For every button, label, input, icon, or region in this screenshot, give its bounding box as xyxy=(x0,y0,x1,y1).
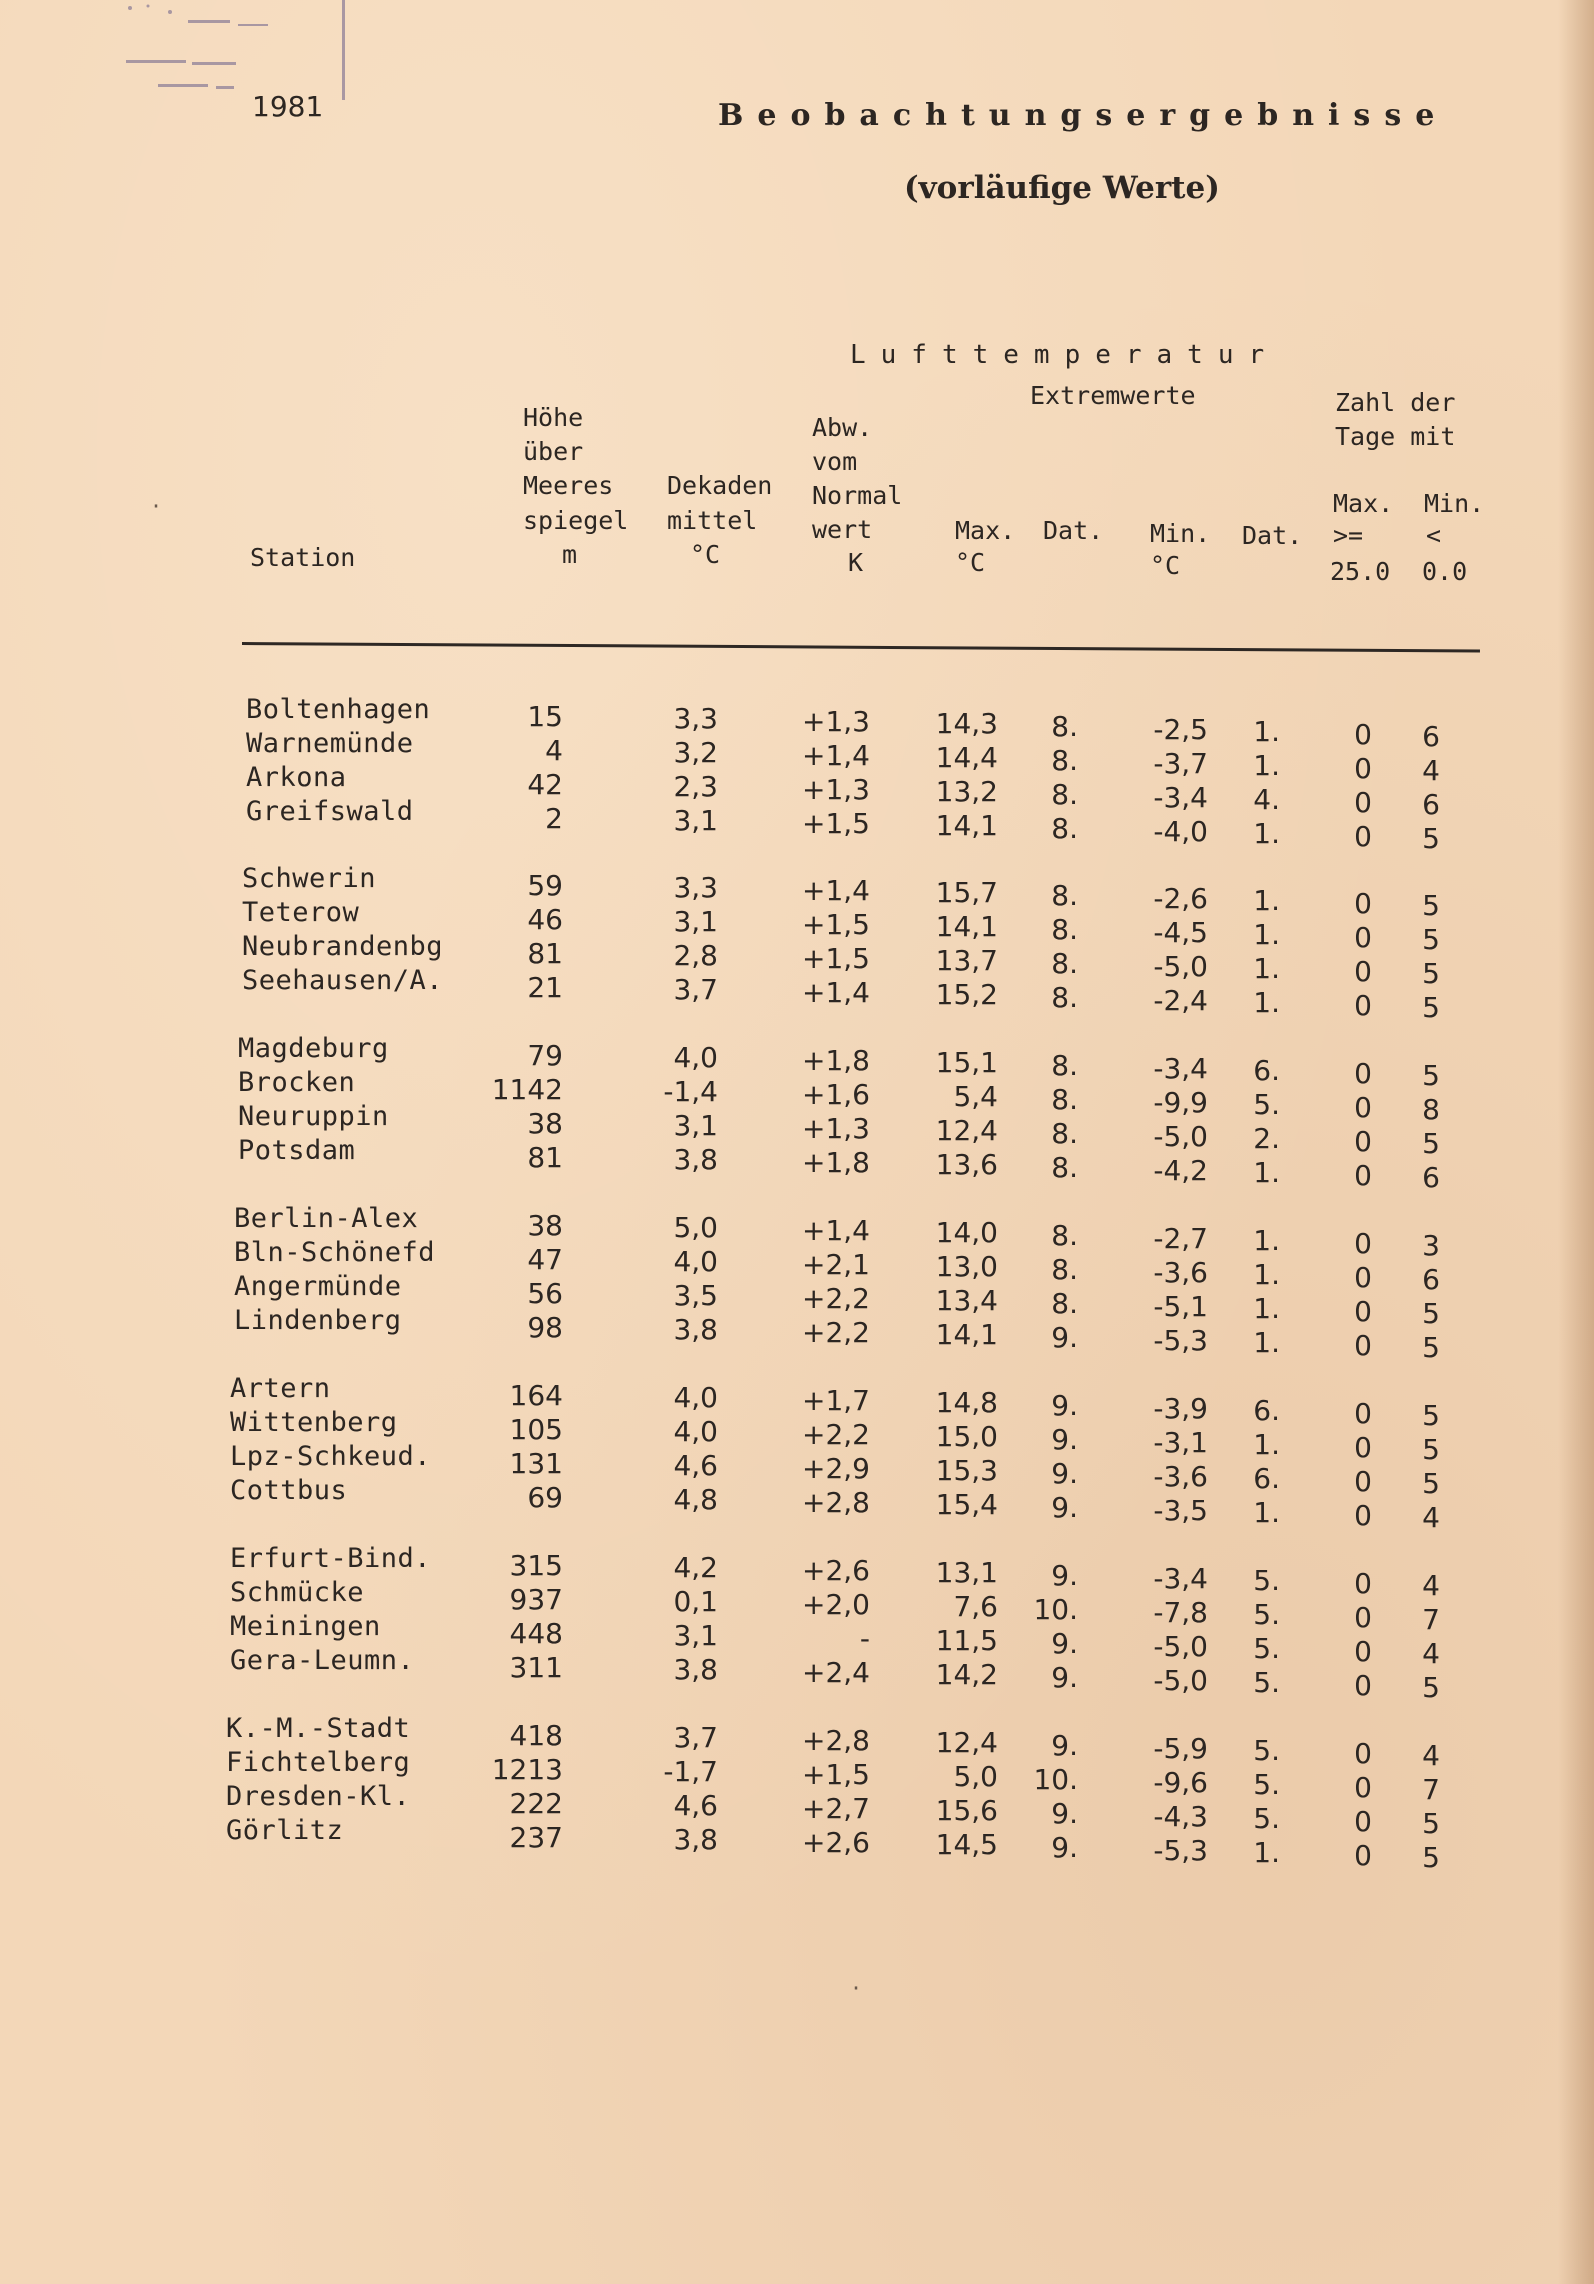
min-date-value: 5. xyxy=(1253,1734,1280,1768)
height-value: 81 xyxy=(527,1140,563,1174)
days-min-count: 5 xyxy=(1422,991,1440,1025)
max-temp-value: 12,4 xyxy=(935,1114,998,1148)
deviation-value: +1,8 xyxy=(802,1043,870,1077)
max-temp-value: 11,5 xyxy=(935,1624,998,1658)
days-min-count: 6 xyxy=(1422,1263,1440,1297)
height-value: 47 xyxy=(527,1242,563,1276)
days-max-count: 0 xyxy=(1354,785,1372,819)
days-max-count: 0 xyxy=(1354,1838,1372,1872)
deviation-value: +1,3 xyxy=(802,1111,870,1145)
max-temp-value: 13,2 xyxy=(935,775,998,809)
max-temp-value: 15,4 xyxy=(935,1488,998,1522)
deviation-value: +1,5 xyxy=(802,907,870,941)
height-value: 1142 xyxy=(491,1072,563,1106)
decade-mean-value: 3,5 xyxy=(673,1279,718,1313)
height-value: 42 xyxy=(527,767,563,801)
station-name: Wittenberg xyxy=(230,1407,398,1438)
max-temp-value: 13,0 xyxy=(935,1250,998,1284)
section-title: Lufttemperatur xyxy=(850,340,1280,370)
max-temp-value: 15,6 xyxy=(935,1794,998,1828)
min-temp-value: -5,0 xyxy=(1153,1119,1208,1153)
days-max-count: 0 xyxy=(1354,819,1372,853)
station-name: Warnemünde xyxy=(246,728,414,759)
year-label: 1981 xyxy=(252,90,324,123)
decade-mean-value: 4,6 xyxy=(673,1449,718,1483)
min-temp-value: -5,9 xyxy=(1153,1731,1208,1765)
min-date-value: 6. xyxy=(1253,1462,1280,1496)
days-min-count: 4 xyxy=(1422,1569,1440,1603)
height-value: 2 xyxy=(545,801,563,835)
days-max-count: 0 xyxy=(1354,1498,1372,1532)
max-date-value: 9. xyxy=(1051,1491,1078,1524)
decade-mean-value: 0,1 xyxy=(673,1585,718,1619)
deviation-value: +2,2 xyxy=(802,1281,870,1315)
min-date-value: 6. xyxy=(1253,1394,1280,1428)
days-max-count: 0 xyxy=(1354,751,1372,785)
decade-mean-value: 3,8 xyxy=(673,1143,718,1177)
height-value: 418 xyxy=(509,1718,563,1752)
height-value: 98 xyxy=(527,1310,563,1344)
max-date-value: 8. xyxy=(1051,981,1078,1014)
max-temp-value: 12,4 xyxy=(935,1726,998,1760)
days-max-count: 0 xyxy=(1354,1566,1372,1600)
days-max-count: 0 xyxy=(1354,1396,1372,1430)
days-min-count: 5 xyxy=(1422,1127,1440,1161)
height-value: 69 xyxy=(527,1480,563,1514)
extremes-group-label: Extremwerte xyxy=(1030,381,1196,410)
days-min-count: 4 xyxy=(1422,1739,1440,1773)
max-date-value: 8. xyxy=(1051,1117,1078,1150)
deviation-value: +2,7 xyxy=(802,1791,870,1825)
min-date-value: 1. xyxy=(1253,952,1280,986)
station-name: Seehausen/A. xyxy=(242,965,444,996)
min-temp-value: -3,4 xyxy=(1153,1051,1208,1085)
decade-mean-value: 3,2 xyxy=(673,736,718,770)
station-name: Cottbus xyxy=(230,1475,348,1506)
header-min-date: Dat. xyxy=(1242,521,1303,550)
days-min-count: 5 xyxy=(1422,1807,1440,1841)
days-max-count: 0 xyxy=(1354,1430,1372,1464)
station-name: Magdeburg xyxy=(238,1033,389,1064)
days-max-count: 0 xyxy=(1354,1770,1372,1804)
decade-mean-value: 4,0 xyxy=(673,1245,718,1279)
max-temp-value: 13,6 xyxy=(935,1148,998,1182)
decade-mean-value: -1,4 xyxy=(663,1075,718,1109)
min-date-value: 1. xyxy=(1253,986,1280,1020)
min-date-value: 1. xyxy=(1253,1258,1280,1292)
days-max-count: 0 xyxy=(1354,1260,1372,1294)
max-temp-value: 5,0 xyxy=(953,1760,998,1794)
days-max-count: 0 xyxy=(1354,1124,1372,1158)
max-date-value: 9. xyxy=(1051,1797,1078,1830)
max-temp-value: 14,0 xyxy=(935,1216,998,1250)
min-date-value: 1. xyxy=(1253,715,1280,749)
days-max-count: 0 xyxy=(1354,954,1372,988)
station-name: Teterow xyxy=(242,897,360,928)
min-temp-value: -9,6 xyxy=(1153,1765,1208,1799)
deviation-value: +1,4 xyxy=(802,1213,870,1247)
station-name: K.-M.-Stadt xyxy=(226,1713,411,1744)
max-date-value: 8. xyxy=(1051,1287,1078,1320)
station-name: Potsdam xyxy=(238,1135,356,1166)
height-value: 81 xyxy=(527,936,563,970)
max-temp-value: 15,2 xyxy=(935,978,998,1012)
deviation-value: +1,5 xyxy=(802,1757,870,1791)
station-name: Gera-Leumn. xyxy=(230,1645,415,1676)
min-temp-value: -5,0 xyxy=(1153,1629,1208,1663)
max-temp-value: 14,4 xyxy=(935,741,998,775)
max-date-value: 8. xyxy=(1051,710,1078,743)
days-min-count: 5 xyxy=(1422,1841,1440,1875)
min-date-value: 5. xyxy=(1253,1768,1280,1802)
days-min-count: 8 xyxy=(1422,1093,1440,1127)
station-name: Görlitz xyxy=(226,1815,344,1846)
max-date-value: 8. xyxy=(1051,1151,1078,1184)
decade-mean-value: 4,0 xyxy=(673,1381,718,1415)
days-min-count: 5 xyxy=(1422,923,1440,957)
height-value: 15 xyxy=(527,699,563,733)
header-divider xyxy=(242,642,1480,653)
station-name: Greifswald xyxy=(246,796,414,827)
min-date-value: 1. xyxy=(1253,1428,1280,1462)
days-min-count: 5 xyxy=(1422,1433,1440,1467)
days-min-count: 5 xyxy=(1422,1671,1440,1705)
days-min-count: 5 xyxy=(1422,1297,1440,1331)
max-temp-value: 14,1 xyxy=(935,910,998,944)
max-date-value: 9. xyxy=(1051,1831,1078,1864)
station-name: Erfurt-Bind. xyxy=(230,1543,432,1574)
days-min-count: 5 xyxy=(1422,957,1440,991)
days-max-count: 0 xyxy=(1354,1668,1372,1702)
min-temp-value: -3,7 xyxy=(1153,746,1208,780)
station-name: Brocken xyxy=(238,1067,356,1098)
max-date-value: 8. xyxy=(1051,947,1078,980)
min-temp-value: -9,9 xyxy=(1153,1085,1208,1119)
deviation-value: +1,3 xyxy=(802,704,870,738)
days-min-count: 7 xyxy=(1422,1603,1440,1637)
max-date-value: 8. xyxy=(1051,1219,1078,1252)
max-temp-value: 14,1 xyxy=(935,1318,998,1352)
height-value: 79 xyxy=(527,1038,563,1072)
height-value: 1213 xyxy=(491,1752,563,1786)
days-min-count: 5 xyxy=(1422,822,1440,856)
deviation-value: - xyxy=(859,1621,870,1655)
min-date-value: 5. xyxy=(1253,1088,1280,1122)
min-date-value: 4. xyxy=(1253,783,1280,817)
min-date-value: 5. xyxy=(1253,1564,1280,1598)
min-temp-value: -2,6 xyxy=(1153,881,1208,915)
deviation-value: +1,4 xyxy=(802,738,870,772)
max-date-value: 9. xyxy=(1051,1389,1078,1422)
min-date-value: 1. xyxy=(1253,749,1280,783)
height-value: 105 xyxy=(509,1412,563,1446)
decade-mean-value: 4,2 xyxy=(673,1551,718,1585)
station-name: Berlin-Alex xyxy=(234,1203,419,1234)
min-temp-value: -4,5 xyxy=(1153,915,1208,949)
page-title: Beobachtungsergebnisse xyxy=(718,98,1449,133)
station-name: Schwerin xyxy=(242,863,377,894)
decade-mean-value: 3,3 xyxy=(673,871,718,905)
days-max-count: 0 xyxy=(1354,920,1372,954)
decade-mean-value: 3,8 xyxy=(673,1313,718,1347)
station-name: Lindenberg xyxy=(234,1305,402,1336)
page-subtitle: (vorläufige Werte) xyxy=(904,170,1220,206)
decade-mean-value: 3,1 xyxy=(673,1619,718,1653)
max-temp-value: 14,5 xyxy=(935,1828,998,1862)
min-temp-value: -5,3 xyxy=(1153,1833,1208,1867)
header-station: Station xyxy=(250,543,356,572)
deviation-value: +1,8 xyxy=(802,1145,870,1179)
deviation-value: +1,4 xyxy=(802,975,870,1009)
min-temp-value: -3,5 xyxy=(1153,1493,1208,1527)
days-min-count: 4 xyxy=(1422,1637,1440,1671)
deviation-value: +1,3 xyxy=(802,772,870,806)
max-temp-value: 14,8 xyxy=(935,1386,998,1420)
height-value: 937 xyxy=(509,1582,563,1616)
max-temp-value: 7,6 xyxy=(953,1590,998,1624)
deviation-value: +1,5 xyxy=(802,806,870,840)
min-temp-value: -4,0 xyxy=(1153,814,1208,848)
days-max-count: 0 xyxy=(1354,1634,1372,1668)
min-date-value: 5. xyxy=(1253,1632,1280,1666)
max-date-value: 8. xyxy=(1051,1049,1078,1082)
deviation-value: +2,6 xyxy=(802,1825,870,1859)
decade-mean-value: 3,3 xyxy=(673,702,718,736)
deviation-value: +2,1 xyxy=(802,1247,870,1281)
scan-mark: · xyxy=(850,1976,863,2000)
min-date-value: 5. xyxy=(1253,1598,1280,1632)
station-name: Dresden-Kl. xyxy=(226,1781,411,1812)
min-date-value: 1. xyxy=(1253,817,1280,851)
decade-mean-value: 5,0 xyxy=(673,1211,718,1245)
days-max-count: 0 xyxy=(1354,1804,1372,1838)
days-min-count: 3 xyxy=(1422,1229,1440,1263)
min-temp-value: -5,3 xyxy=(1153,1323,1208,1357)
days-min-count: 5 xyxy=(1422,1399,1440,1433)
height-value: 131 xyxy=(509,1446,563,1480)
min-date-value: 5. xyxy=(1253,1666,1280,1700)
days-min-count: 5 xyxy=(1422,889,1440,923)
deviation-value: +1,6 xyxy=(802,1077,870,1111)
min-temp-value: -4,3 xyxy=(1153,1799,1208,1833)
station-name: Neuruppin xyxy=(238,1101,389,1132)
max-date-value: 9. xyxy=(1051,1321,1078,1354)
min-date-value: 2. xyxy=(1253,1122,1280,1156)
max-temp-value: 14,2 xyxy=(935,1658,998,1692)
days-max-count: 0 xyxy=(1354,1158,1372,1192)
max-temp-value: 5,4 xyxy=(953,1080,998,1114)
days-group-label-2: Tage mit xyxy=(1335,422,1456,451)
days-min-count: 4 xyxy=(1422,754,1440,788)
header-max-date: Dat. xyxy=(1043,516,1104,545)
min-temp-value: -3,1 xyxy=(1153,1425,1208,1459)
min-date-value: 1. xyxy=(1253,1156,1280,1190)
min-temp-value: -3,4 xyxy=(1153,1561,1208,1595)
min-temp-value: -3,9 xyxy=(1153,1391,1208,1425)
height-value: 315 xyxy=(509,1548,563,1582)
decade-mean-value: 4,0 xyxy=(673,1415,718,1449)
max-date-value: 8. xyxy=(1051,879,1078,912)
days-max-count: 0 xyxy=(1354,886,1372,920)
min-date-value: 1. xyxy=(1253,1224,1280,1258)
deviation-value: +2,2 xyxy=(802,1417,870,1451)
height-value: 56 xyxy=(527,1276,563,1310)
max-date-value: 9. xyxy=(1051,1627,1078,1660)
max-date-value: 8. xyxy=(1051,913,1078,946)
min-date-value: 1. xyxy=(1253,918,1280,952)
max-date-value: 8. xyxy=(1051,812,1078,845)
decade-mean-value: 4,6 xyxy=(673,1789,718,1823)
min-date-value: 1. xyxy=(1253,1836,1280,1870)
station-name: Arkona xyxy=(246,762,347,793)
decade-mean-value: -1,7 xyxy=(663,1755,718,1789)
height-value: 46 xyxy=(527,902,563,936)
station-name: Artern xyxy=(230,1373,331,1404)
deviation-value: +2,6 xyxy=(802,1553,870,1587)
min-date-value: 1. xyxy=(1253,884,1280,918)
days-max-count: 0 xyxy=(1354,1328,1372,1362)
min-temp-value: -5,0 xyxy=(1153,1663,1208,1697)
max-date-value: 9. xyxy=(1051,1559,1078,1592)
max-temp-value: 14,1 xyxy=(935,809,998,843)
min-temp-value: -3,6 xyxy=(1153,1255,1208,1289)
deviation-value: +2,9 xyxy=(802,1451,870,1485)
days-max-count: 0 xyxy=(1354,988,1372,1022)
max-date-value: 8. xyxy=(1051,1083,1078,1116)
decade-mean-value: 3,1 xyxy=(673,905,718,939)
max-temp-value: 13,1 xyxy=(935,1556,998,1590)
days-max-count: 0 xyxy=(1354,717,1372,751)
height-value: 38 xyxy=(527,1208,563,1242)
days-min-count: 5 xyxy=(1422,1467,1440,1501)
min-temp-value: -2,7 xyxy=(1153,1221,1208,1255)
decade-mean-value: 3,7 xyxy=(673,973,718,1007)
min-date-value: 1. xyxy=(1253,1292,1280,1326)
decade-mean-value: 3,7 xyxy=(673,1721,718,1755)
min-date-value: 1. xyxy=(1253,1326,1280,1360)
days-min-count: 6 xyxy=(1422,1161,1440,1195)
decade-mean-value: 3,1 xyxy=(673,1109,718,1143)
max-date-value: 9. xyxy=(1051,1729,1078,1762)
max-temp-value: 15,7 xyxy=(935,876,998,910)
decade-mean-value: 4,8 xyxy=(673,1483,718,1517)
station-name: Lpz-Schkeud. xyxy=(230,1441,432,1472)
decade-mean-value: 3,8 xyxy=(673,1653,718,1687)
min-temp-value: -4,2 xyxy=(1153,1153,1208,1187)
station-name: Angermünde xyxy=(234,1271,402,1302)
height-value: 237 xyxy=(509,1820,563,1854)
decade-mean-value: 3,1 xyxy=(673,804,718,838)
max-temp-value: 15,0 xyxy=(935,1420,998,1454)
max-date-value: 9. xyxy=(1051,1423,1078,1456)
days-min-count: 4 xyxy=(1422,1501,1440,1535)
height-value: 164 xyxy=(509,1378,563,1412)
min-temp-value: -5,0 xyxy=(1153,949,1208,983)
page-edge-shadow xyxy=(1558,0,1594,2284)
min-temp-value: -5,1 xyxy=(1153,1289,1208,1323)
max-temp-value: 13,7 xyxy=(935,944,998,978)
min-date-value: 6. xyxy=(1253,1054,1280,1088)
decade-mean-value: 2,8 xyxy=(673,939,718,973)
decade-mean-value: 2,3 xyxy=(673,770,718,804)
deviation-value: +2,2 xyxy=(802,1315,870,1349)
station-name: Boltenhagen xyxy=(246,694,431,725)
deviation-value: +2,8 xyxy=(802,1723,870,1757)
deviation-value: +2,8 xyxy=(802,1485,870,1519)
station-name: Bln-Schönefd xyxy=(234,1237,436,1268)
max-temp-value: 14,3 xyxy=(935,707,998,741)
height-value: 38 xyxy=(527,1106,563,1140)
days-max-count: 0 xyxy=(1354,1090,1372,1124)
days-max-count: 0 xyxy=(1354,1226,1372,1260)
min-temp-value: -2,5 xyxy=(1153,712,1208,746)
min-temp-value: -2,4 xyxy=(1153,983,1208,1017)
days-min-count: 5 xyxy=(1422,1331,1440,1365)
days-max-count: 0 xyxy=(1354,1056,1372,1090)
deviation-value: +1,5 xyxy=(802,941,870,975)
deviation-value: +1,7 xyxy=(802,1383,870,1417)
max-date-value: 9. xyxy=(1051,1457,1078,1490)
station-name: Schmücke xyxy=(230,1577,365,1608)
days-group-label-1: Zahl der xyxy=(1335,388,1456,417)
max-temp-value: 15,1 xyxy=(935,1046,998,1080)
days-max-count: 0 xyxy=(1354,1736,1372,1770)
station-name: Fichtelberg xyxy=(226,1747,411,1778)
height-value: 21 xyxy=(527,970,563,1004)
max-date-value: 10. xyxy=(1033,1763,1078,1796)
max-date-value: 10. xyxy=(1033,1593,1078,1626)
min-date-value: 5. xyxy=(1253,1802,1280,1836)
max-date-value: 8. xyxy=(1051,1253,1078,1286)
scan-mark: · xyxy=(150,494,163,518)
max-temp-value: 13,4 xyxy=(935,1284,998,1318)
station-name: Meiningen xyxy=(230,1611,381,1642)
max-date-value: 8. xyxy=(1051,778,1078,811)
deviation-value: +1,4 xyxy=(802,873,870,907)
min-temp-value: -3,4 xyxy=(1153,780,1208,814)
days-min-count: 7 xyxy=(1422,1773,1440,1807)
height-value: 448 xyxy=(509,1616,563,1650)
days-min-count: 6 xyxy=(1422,720,1440,754)
height-value: 4 xyxy=(545,733,563,767)
height-value: 59 xyxy=(527,868,563,902)
days-max-count: 0 xyxy=(1354,1464,1372,1498)
max-date-value: 9. xyxy=(1051,1661,1078,1694)
deviation-value: +2,4 xyxy=(802,1655,870,1689)
height-value: 222 xyxy=(509,1786,563,1820)
min-temp-value: -7,8 xyxy=(1153,1595,1208,1629)
days-min-count: 5 xyxy=(1422,1059,1440,1093)
max-date-value: 8. xyxy=(1051,744,1078,777)
min-temp-value: -3,6 xyxy=(1153,1459,1208,1493)
height-value: 311 xyxy=(509,1650,563,1684)
decade-mean-value: 4,0 xyxy=(673,1041,718,1075)
min-date-value: 1. xyxy=(1253,1496,1280,1530)
deviation-value: +2,0 xyxy=(802,1587,870,1621)
station-name: Neubrandenbg xyxy=(242,931,444,962)
decade-mean-value: 3,8 xyxy=(673,1823,718,1857)
days-max-count: 0 xyxy=(1354,1294,1372,1328)
days-max-count: 0 xyxy=(1354,1600,1372,1634)
days-min-count: 6 xyxy=(1422,788,1440,822)
max-temp-value: 15,3 xyxy=(935,1454,998,1488)
